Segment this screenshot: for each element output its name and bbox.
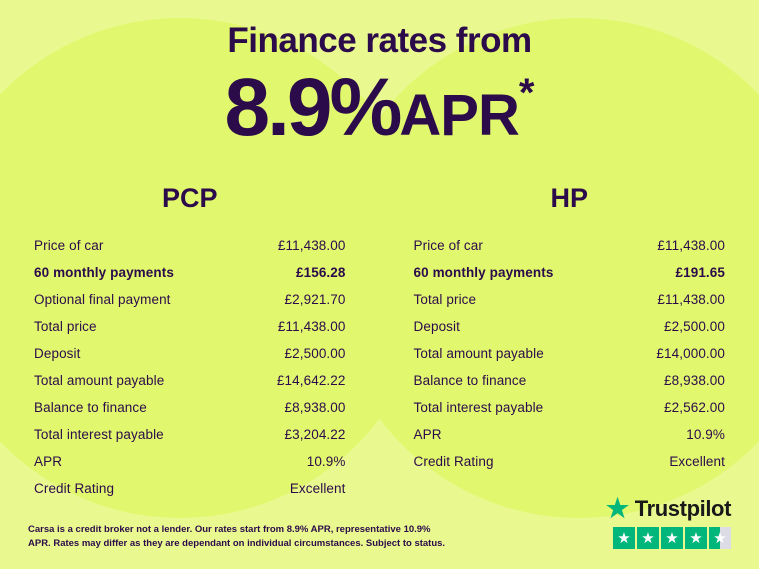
trustpilot-stars <box>606 527 731 549</box>
table-row <box>414 232 726 259</box>
row-label: Credit Rating <box>34 480 115 496</box>
star-icon: ★ <box>613 527 635 549</box>
star-icon: ★ <box>637 527 659 549</box>
star-icon: ★ <box>685 527 707 549</box>
trustpilot-name: Trustpilot <box>634 496 731 521</box>
page-title: Finance rates from <box>227 21 532 60</box>
table-row <box>414 421 726 448</box>
row-label: Price of car <box>34 237 104 253</box>
column-title-hp: HP <box>550 182 588 213</box>
finance-column-pcp <box>0 183 380 502</box>
row-label: APR <box>413 426 442 442</box>
row-label: Total amount payable <box>34 372 165 388</box>
star-icon: ★ <box>661 527 683 549</box>
row-value: £2,500.00 <box>284 345 346 361</box>
table-row <box>34 259 346 286</box>
table-row <box>414 367 726 394</box>
row-value: £156.28 <box>296 264 346 280</box>
row-value: £191.65 <box>675 264 725 280</box>
row-value: £11,438.00 <box>657 237 725 253</box>
table-row <box>34 448 346 475</box>
trustpilot-logo <box>605 493 731 523</box>
row-label: Credit Rating <box>413 453 494 469</box>
row-value: £8,938.00 <box>284 399 346 415</box>
row-value: £2,921.70 <box>284 291 346 307</box>
column-title-pcp: PCP <box>161 182 218 213</box>
row-label: Balance to finance <box>34 399 147 415</box>
row-value: £11,438.00 <box>657 291 725 307</box>
row-value: £11,438.00 <box>277 318 346 334</box>
table-row <box>34 232 346 259</box>
row-label: 60 monthly payments <box>413 264 554 280</box>
row-label: Optional final payment <box>34 291 171 307</box>
rate-display <box>0 61 759 153</box>
row-value: £2,562.00 <box>664 399 725 415</box>
row-label: Deposit <box>34 345 81 361</box>
row-value: £14,642.22 <box>276 372 346 388</box>
table-row <box>414 448 726 475</box>
row-value: 10.9% <box>686 426 725 442</box>
table-row <box>34 313 346 340</box>
table-row <box>34 367 346 394</box>
row-label: Total amount payable <box>413 345 544 361</box>
table-row <box>414 340 726 367</box>
row-label: Total interest payable <box>34 426 164 442</box>
row-label: Total price <box>34 318 97 334</box>
row-value: 10.9% <box>306 453 346 469</box>
row-value: £2,500.00 <box>664 318 725 334</box>
table-row <box>414 259 726 286</box>
table-row <box>414 394 726 421</box>
star-half-icon: ★ <box>709 527 731 549</box>
row-value: £14,000.00 <box>656 345 725 361</box>
row-label: Total interest payable <box>413 399 544 415</box>
row-label: Deposit <box>413 318 460 334</box>
table-row <box>34 286 346 313</box>
table-row <box>414 313 726 340</box>
disclaimer-text: Carsa is a credit broker not a lender. Our rates start from 8.9% APR, representative 10.9% APR. Rates may differ as they are dependant on individual circumstances. Subject to status. <box>28 523 446 549</box>
row-value: £3,204.22 <box>284 426 346 442</box>
row-value: £11,438.00 <box>277 237 346 253</box>
row-value: £8,938.00 <box>664 372 725 388</box>
card-footer <box>0 493 759 569</box>
rate-unit: APR <box>399 82 519 148</box>
finance-comparison <box>0 183 759 502</box>
table-row <box>34 421 346 448</box>
trustpilot-rating[interactable] <box>605 493 731 551</box>
rate-value: 8.9% <box>224 61 400 153</box>
trustpilot-star-icon: ★ <box>605 493 629 523</box>
row-value: Excellent <box>289 480 346 496</box>
row-label: 60 monthly payments <box>34 264 174 280</box>
table-row <box>414 286 726 313</box>
table-row <box>34 394 346 421</box>
row-label: Total price <box>413 291 477 307</box>
finance-column-hp <box>380 183 759 502</box>
row-value: Excellent <box>669 453 725 469</box>
row-label: APR <box>34 453 63 469</box>
table-row <box>34 340 346 367</box>
row-label: Balance to finance <box>413 372 527 388</box>
row-label: Price of car <box>413 237 483 253</box>
rate-asterisk: * <box>518 70 535 115</box>
